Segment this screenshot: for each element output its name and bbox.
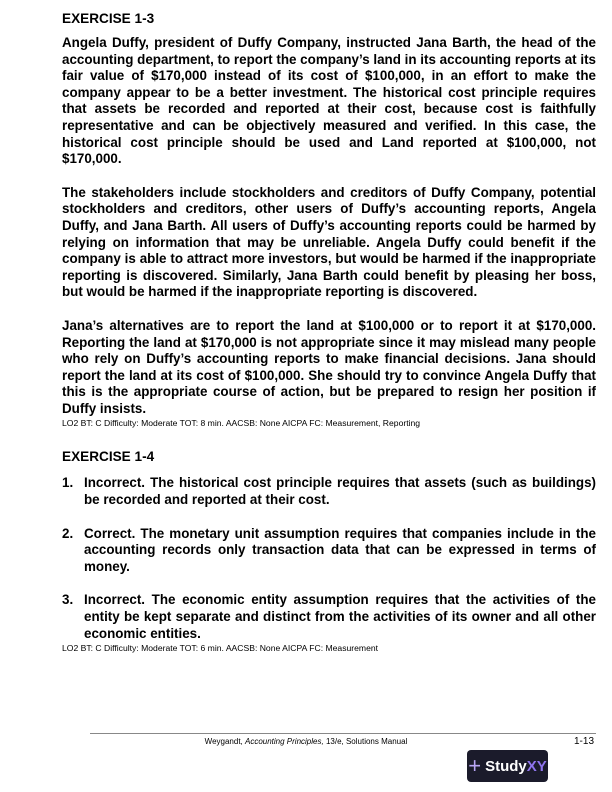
list-item (62, 592, 596, 642)
logo-accent: XY (526, 757, 547, 775)
item-text: Correct. The monetary unit assumption requires that companies include in the accounting records only transaction data that can be expressed in terms of money. (84, 525, 596, 574)
footer-author: Weygandt, (204, 737, 245, 746)
footer-divider (90, 733, 596, 734)
paragraph-1: Angela Duffy, president of Duffy Company, instructed Jana Barth, the head of the accounting department, to report the company’s land in its accounting reports at its fair value of $170,000 instead of its cost of $100,000, in an effort to make the company appear to be a better investment. The historical cost principle requires that assets be recorded and reported at their cost, because cost is faithfully representative and can be objectively measured and verified. In this case, the historical cost principle should be used and Land reported at $100,000, not $170,000. (62, 35, 596, 167)
exercise-1-3-meta: LO2 BT: C Difficulty: Moderate TOT: 8 min. AACSB: None AICPA FC: Measurement, Reporting (62, 418, 421, 429)
footer-edition: 13/e, Solutions Manual (323, 737, 408, 746)
paragraph-3: Jana’s alternatives are to report the land at $100,000 or to report it at $170,000. Reporting the land at $170,000 is not appropriate since it may mislead many people who rely on Duffy’s accounting reports to make financial decisions. Jana should report the land at its cost of $100,000. She should try to convince Angela Duffy that this is the appropriate course of action, but be prepared to resign her position if Duffy insists. (62, 317, 596, 416)
studyxy-logo[interactable] (467, 750, 548, 782)
footer-book-title: Accounting Principles, (245, 737, 324, 746)
logo-text: Study (485, 757, 527, 775)
answer-list (62, 475, 596, 642)
item-number: 2. (62, 525, 74, 541)
item-number: 1. (62, 475, 74, 491)
item-text: Incorrect. The economic entity assumption requires that the activities of the entity be kept separate and distinct from the activities of its owner and all other economic entities. (84, 592, 596, 641)
paragraph-2: The stakeholders include stockholders and creditors of Duffy Company, potential stockholders and creditors, other users of Duffy’s accounting reports, Angela Duffy, and Jana Barth. All users of Duffy’s accounting reports could be harmed by relying on information that may be unreliable. Angela Duffy could benefit if the company is able to attract more investors, but would be harmed if the inappropriate reporting is discovered. Similarly, Jana Barth could benefit by pleasing her boss, but would be harmed if the inappropriate reporting is discovered. (62, 184, 596, 300)
exercise-1-4-title: EXERCISE 1-4 (62, 449, 155, 465)
item-text: Incorrect. The historical cost principle requires that assets (such as buildings) be recorded and reported at their cost. (84, 475, 596, 508)
plus-icon: + (468, 753, 482, 778)
footer-citation (0, 737, 612, 746)
exercise-1-3-title: EXERCISE 1-3 (62, 11, 155, 26)
item-number: 3. (62, 592, 74, 608)
list-item (62, 526, 596, 576)
page-number: 1-13 (573, 736, 594, 747)
exercise-1-4-meta: LO2 BT: C Difficulty: Moderate TOT: 6 min. AACSB: None AICPA FC: Measurement (62, 643, 379, 654)
document-page (62, 10, 596, 654)
list-item (62, 475, 596, 508)
